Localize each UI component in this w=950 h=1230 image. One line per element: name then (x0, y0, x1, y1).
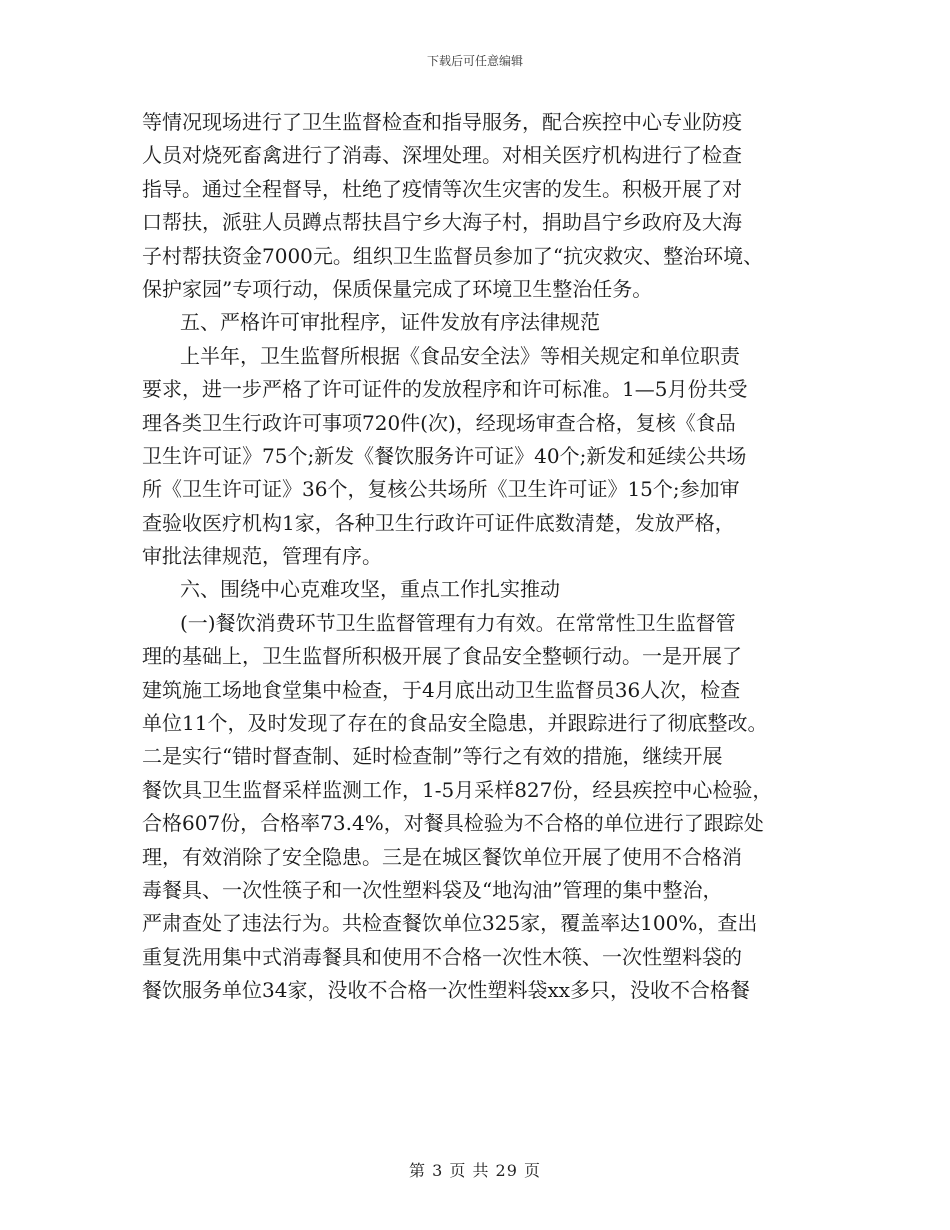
section-heading: 六、围绕中心克难攻坚，重点工作扎实推动 (180, 577, 560, 602)
text-line: 理各类卫生行政许可事项720件(次)，经现场审查合格，复核《食品 (142, 410, 736, 435)
section-heading: 五、严格许可审批程序，证件发放有序法律规范 (180, 310, 600, 335)
page-header: 下载后可任意编辑 (426, 54, 523, 68)
text-line: 餐饮具卫生监督采样监测工作，1-5月采样827份，经县疾控中心检验， (142, 777, 773, 802)
text-line: 保护家园”专项行动，保质保量完成了环境卫生整治任务。 (142, 276, 653, 301)
text-line: 卫生许可证》75个;新发《餐饮服务许可证》40个;新发和延续公共场 (142, 443, 747, 468)
text-line: 指导。通过全程督导，杜绝了疫情等次生灾害的发生。积极开展了对 (142, 176, 742, 201)
text-line: 建筑施工场地食堂集中检查，于4月底出动卫生监督员36人次，检查 (142, 677, 741, 702)
page-number: 第 3 页 共 29 页 (409, 1161, 541, 1180)
text-line: 理的基础上，卫生监督所积极开展了食品安全整顿行动。一是开展了 (142, 644, 742, 669)
text-line: 子村帮扶资金7000元。组织卫生监督员参加了“抗灾救灾、整治环境、 (142, 243, 764, 268)
text-line: 上半年，卫生监督所根据《食品安全法》等相关规定和单位职责 (180, 343, 740, 368)
text-line: 毒餐具、一次性筷子和一次性塑料袋及“地沟油”管理的集中整治， (142, 877, 723, 902)
text-line: 所《卫生许可证》36个，复核公共场所《卫生许可证》15个;参加审 (142, 477, 740, 502)
text-line: 等情况现场进行了卫生监督检查和指导服务，配合疾控中心专业防疫 (142, 110, 742, 134)
text-line: 口帮扶，派驻人员蹲点帮扶昌宁乡大海子村，捐助昌宁乡政府及大海 (142, 210, 742, 235)
text-line: 二是实行“错时督查制、延时检查制”等行之有效的措施，继续开展 (142, 744, 723, 769)
text-line: 合格607份，合格率73.4%，对餐具检验为不合格的单位进行了跟踪处 (142, 811, 764, 836)
text-line: 严肃查处了违法行为。共检查餐饮单位325家，覆盖率达100%，查出 (142, 911, 758, 936)
text-line: 要求，进一步严格了许可证件的发放程序和许可标准。1—5月份共受 (142, 377, 748, 402)
text-line: 审批法律规范，管理有序。 (142, 544, 382, 569)
text-line: 查验收医疗机构1家，各种卫生行政许可证件底数清楚，发放严格， (142, 510, 735, 535)
text-line: 餐饮服务单位34家，没收不合格一次性塑料袋xx多只，没收不合格餐 (142, 978, 751, 1003)
text-line: 理，有效消除了安全隐患。三是在城区餐饮单位开展了使用不合格消 (142, 844, 742, 869)
text-line: (一)餐饮消费环节卫生监督管理有力有效。在常常性卫生监督管 (180, 610, 736, 635)
text-line: 人员对烧死畜禽进行了消毒、深埋处理。对相关医疗机构进行了检查 (142, 143, 742, 168)
text-line: 单位11个，及时发现了存在的食品安全隐患，并跟踪进行了彻底整改。 (142, 711, 768, 736)
text-line: 重复洗用集中式消毒餐具和使用不合格一次性木筷、一次性塑料袋的 (142, 944, 742, 969)
document-body (142, 106, 822, 1008)
